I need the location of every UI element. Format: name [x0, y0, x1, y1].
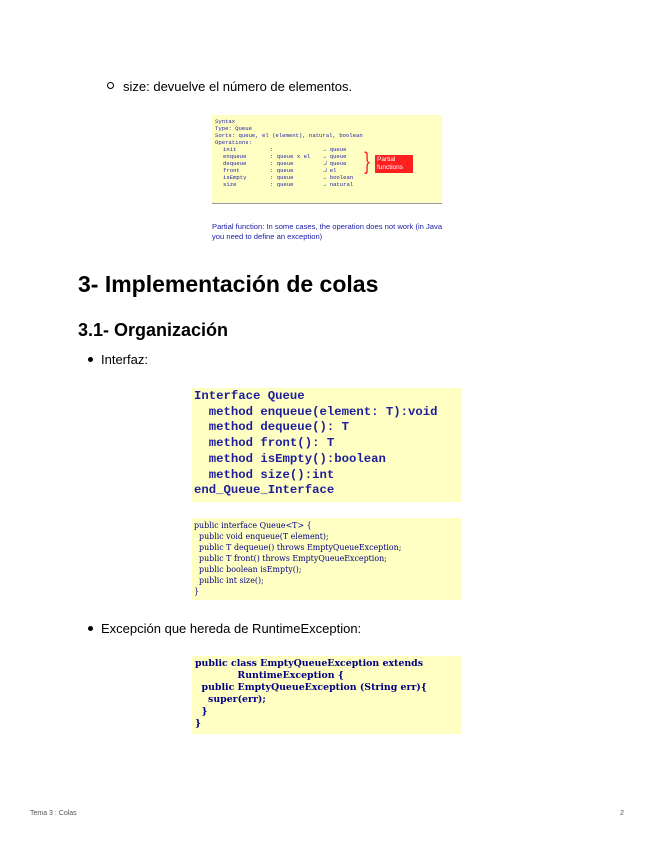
- bullet-excepcion-text: Excepción que hereda de RuntimeException:: [101, 621, 362, 636]
- op-args: : queue: [270, 181, 294, 188]
- op-name: enqueue: [223, 153, 247, 160]
- divider: [212, 203, 442, 204]
- op-name: size: [223, 181, 237, 188]
- syntax-op-row: [215, 174, 442, 181]
- op-result: ↛ queue: [323, 160, 347, 167]
- op-result: → queue: [323, 146, 347, 153]
- op-result: → boolean: [323, 174, 354, 181]
- code-line: method size():int: [194, 467, 335, 482]
- page-number: 2: [620, 810, 624, 817]
- code-line: public EmptyQueueException (String err){: [195, 682, 427, 693]
- code-line: method dequeue(): T: [194, 420, 349, 435]
- op-name: front: [223, 167, 240, 174]
- syntax-line: Operations:: [215, 139, 252, 146]
- code-line: public T front() throws EmptyQueueException;: [194, 554, 387, 563]
- partial-function-note: Partial function: In some cases, the operation does not work (in Java you need to define an exception): [212, 222, 443, 241]
- op-args: :: [270, 146, 274, 153]
- circle-bullet-icon: [107, 82, 114, 89]
- footer-left-text: Tema 3 : Colas: [30, 810, 77, 817]
- op-name: init: [223, 146, 237, 153]
- op-result: → queue: [323, 153, 347, 160]
- bullet-size-text: size: devuelve el número de elementos.: [123, 79, 353, 94]
- code-line: public T dequeue() throws EmptyQueueException;: [194, 543, 402, 552]
- op-args: : queue: [270, 174, 294, 181]
- code-line: end_Queue_Interface: [194, 483, 335, 498]
- code-line: }: [195, 718, 202, 729]
- code-line: public class EmptyQueueException extends: [195, 658, 423, 669]
- code-line: public boolean isEmpty();: [194, 565, 302, 574]
- section-title: 3- Implementación de colas: [78, 271, 379, 297]
- code-line: method front(): T: [194, 436, 335, 451]
- subsection-title: 3.1- Organización: [78, 320, 229, 340]
- code-line: super(err);: [195, 694, 266, 705]
- op-result: → natural: [323, 181, 354, 188]
- code-line: Interface Queue: [194, 389, 305, 403]
- brace-icon: }: [364, 148, 370, 175]
- interface-code-block: [192, 388, 462, 502]
- code-line: RuntimeException {: [195, 670, 344, 681]
- op-args: : queue x el: [270, 153, 311, 160]
- code-line: }: [195, 706, 208, 717]
- java-interface-code-block: [192, 518, 462, 600]
- syntax-op-row: [215, 146, 442, 153]
- disc-bullet-icon: [88, 626, 93, 631]
- syntax-line: Type: Queue: [215, 125, 252, 132]
- code-line: method enqueue(element: T):void: [194, 404, 438, 419]
- op-name: dequeue: [223, 160, 247, 167]
- exception-code-block: [192, 656, 462, 734]
- partial-functions-label: Partial functions: [375, 155, 413, 173]
- code-line: }: [194, 587, 200, 596]
- op-args: : queue: [270, 160, 294, 167]
- op-name: isEmpty: [223, 174, 247, 181]
- code-line: method isEmpty():boolean: [194, 451, 386, 466]
- bullet-interfaz-text: Interfaz:: [101, 352, 148, 367]
- syntax-op-row: [215, 181, 442, 188]
- code-line: public int size();: [194, 576, 264, 585]
- code-line: public interface Queue<T> {: [194, 521, 312, 530]
- op-result: ↛ el: [323, 167, 337, 174]
- disc-bullet-icon: [88, 357, 93, 362]
- syntax-line: Syntax: [215, 118, 236, 125]
- code-line: public void enqueue(T element);: [194, 532, 329, 541]
- op-args: : queue: [270, 167, 294, 174]
- syntax-line: Sorts: queue, el (element), natural, boolean: [215, 132, 363, 139]
